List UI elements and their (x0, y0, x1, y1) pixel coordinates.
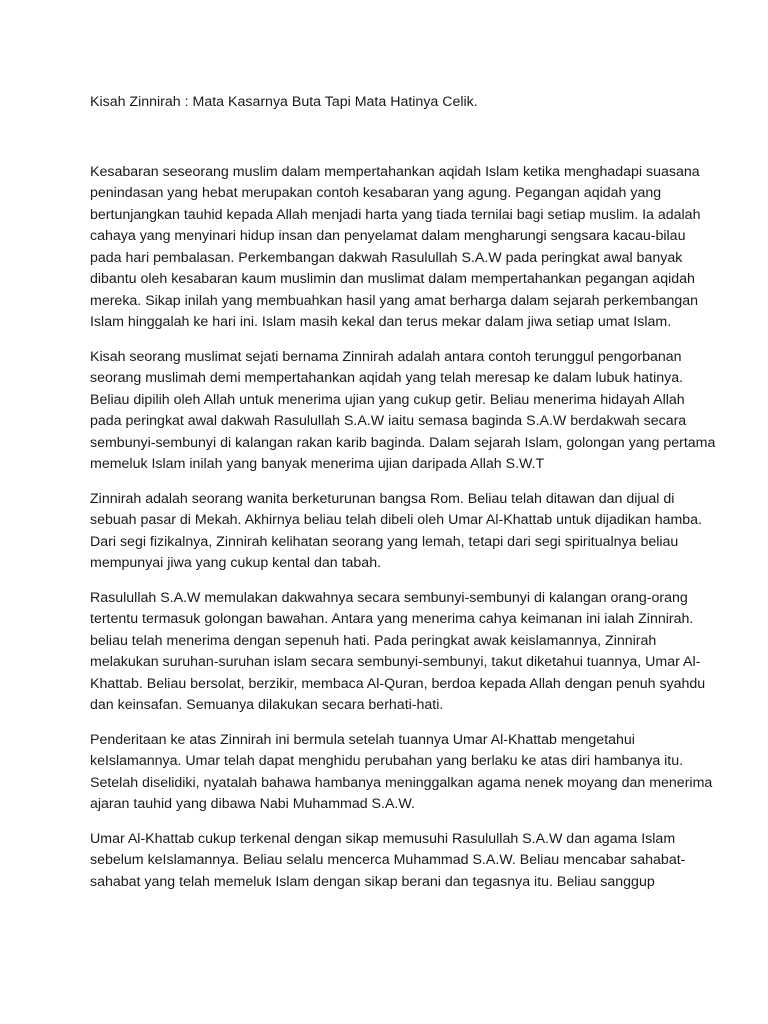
paragraph-3: Zinnirah adalah seorang wanita berketurunan bangsa Rom. Beliau telah ditawan dan dijual di sebuah pasar di Mekah. Akhirnya beliau telah dibeli oleh Umar Al-Khattab untuk dijadikan hamba. Dari segi fizikalnya, Zinnirah kelihatan seorang yang lemah, tetapi dari segi spiritualnya beliau mempunyai jiwa yang cukup kental dan tabah. (90, 490, 703, 571)
paragraph-1: Kesabaran seseorang muslim dalam mempertahankan aqidah Islam ketika menghadapi suasana penindasan yang hebat merupakan contoh kesabaran yang agung. Pegangan aqidah yang bertunjangkan tauhid kepada Allah menjadi harta yang tiada ternilai bagi setiap muslim. Ia adalah cahaya yang menyinari hidup insan dan penyelamat dalam mengharungi sengsara kacau-bilau pada hari pembalasan. Perkembangan dakwah Rasulullah S.A.W pada peringkat awal banyak dibantu oleh kesabaran kaum muslimin dan muslimat dalam mempertahankan pegangan aqidah mereka. Sikap inilah yang membuahkan hasil yang amat berharga dalam sejarah perkembangan Islam hinggalah ke hari ini. Islam masih kekal dan terus mekar dalam jiwa setiap umat Islam. (90, 163, 701, 330)
paragraph-4: Rasulullah S.A.W memulakan dakwahnya secara sembunyi-sembunyi di kalangan orang-orang tertentu termasuk golongan bawahan. Antara yang menerima cahya keimanan ini ialah Zinnirah. beliau telah menerima dengan sepenuh hati. Pada peringkat awak keislamannya, Zinnirah melakukan suruhan-suruhan islam secara sembunyi-sembunyi, takut diketahui tuannya, Umar Al-Khattab. Beliau bersolat, berzikir, membaca Al-Quran, berdoa kepada Allah dengan penuh syahdu dan keinsafan. Semuanya dilakukan secara berhati-hati. (90, 589, 706, 713)
paragraph-6: Umar Al-Khattab cukup terkenal dengan sikap memusuhi Rasulullah S.A.W dan agama Islam sebelum keIslamannya. Beliau selalu mencerca Muhammad S.A.W. Beliau mencabar sahabat-sahabat yang telah memeluk Islam dengan sikap berani dan tegasnya itu. Beliau sanggup (90, 830, 686, 890)
document-title: Kisah Zinnirah : Mata Kasarnya Buta Tapi Mata Hatinya Celik. (90, 94, 478, 110)
paragraph-2: Kisah seorang muslimat sejati bernama Zinnirah adalah antara contoh terunggul pengorbanan seorang muslimah demi mempertahankan aqidah yang telah meresap ke dalam lubuk hatinya. Beliau dipilih oleh Allah untuk menerima ujian yang cukup getir. Beliau menerima hidayah Allah pada peringkat awal dakwah Rasulullah S.A.W iaitu semasa baginda S.A.W berdakwah secara sembunyi-sembunyi di kalangan rakan karib baginda. Dalam sejarah Islam, golongan yang pertama memeluk Islam inilah yang banyak menerima ujian daripada Allah S.W.T (90, 348, 716, 472)
paragraph-5: Penderitaan ke atas Zinnirah ini bermula setelah tuannya Umar Al-Khattab mengetahui keIslamannya. Umar telah dapat menghidu perubahan yang berlaku ke atas diri hambanya itu. Setelah diselidiki, nyatalah bahawa hambanya meninggalkan agama nenek moyang dan menerima ajaran tauhid yang dibawa Nabi Muhammad S.A.W. (90, 731, 713, 812)
document-page (90, 92, 718, 906)
